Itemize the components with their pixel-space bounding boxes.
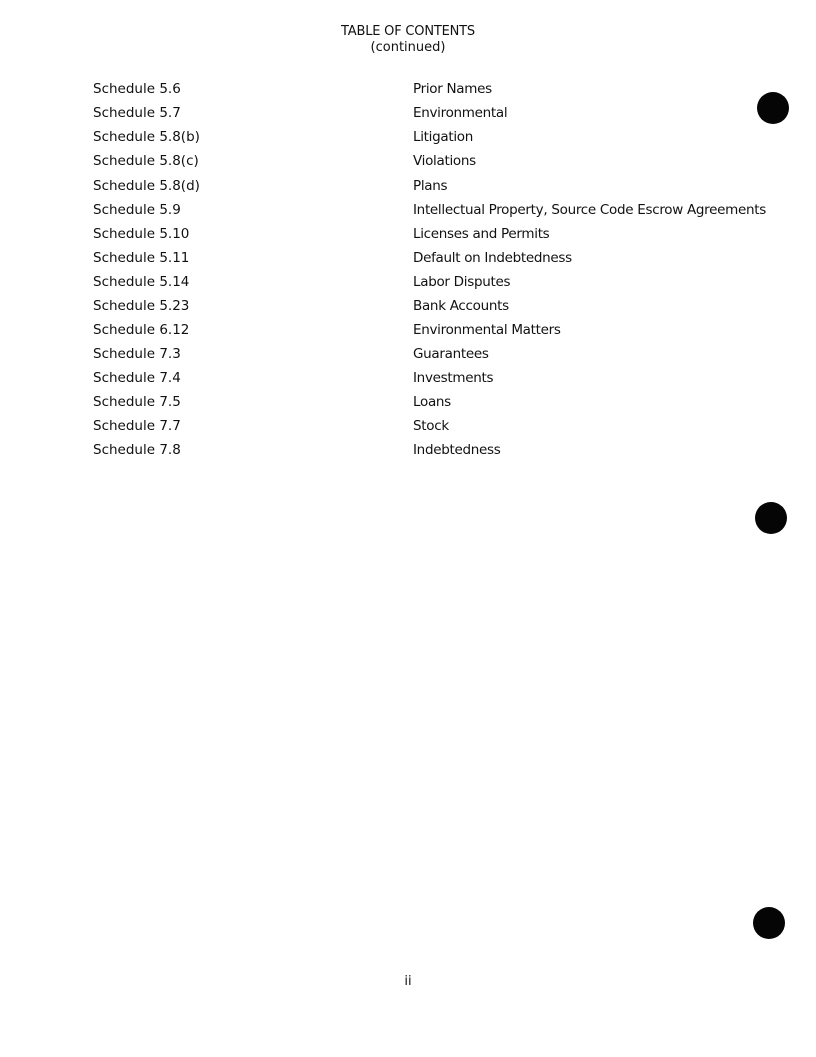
schedule-number: Schedule 7.4 bbox=[93, 370, 181, 386]
schedule-title: Loans bbox=[413, 394, 451, 410]
schedule-title: Labor Disputes bbox=[413, 274, 511, 290]
schedule-title: Stock bbox=[413, 418, 449, 434]
schedule-title: Plans bbox=[413, 178, 448, 194]
schedule-number: Schedule 7.7 bbox=[93, 418, 181, 434]
page-title: TABLE OF CONTENTS bbox=[341, 24, 475, 39]
schedule-number: Schedule 5.10 bbox=[93, 226, 190, 242]
punch-hole-top bbox=[757, 92, 789, 124]
toc-row bbox=[0, 128, 816, 152]
schedule-number: Schedule 5.8(c) bbox=[93, 153, 199, 169]
toc-row bbox=[0, 249, 816, 273]
schedule-title: Litigation bbox=[413, 129, 474, 145]
toc-row bbox=[0, 393, 816, 417]
page-number: ii bbox=[404, 974, 412, 989]
schedule-title: Environmental bbox=[413, 105, 508, 121]
toc-row bbox=[0, 152, 816, 176]
punch-hole-bottom bbox=[753, 907, 785, 939]
toc-row bbox=[0, 345, 816, 369]
schedule-number: Schedule 5.11 bbox=[93, 250, 190, 266]
schedule-number: Schedule 5.7 bbox=[93, 105, 181, 121]
schedule-title: Default on Indebtedness bbox=[413, 250, 572, 266]
schedule-number: Schedule 6.12 bbox=[93, 322, 190, 338]
schedule-title: Prior Names bbox=[413, 81, 492, 97]
schedule-title: Guarantees bbox=[413, 346, 489, 362]
toc-row bbox=[0, 201, 816, 225]
schedule-title: Violations bbox=[413, 153, 476, 169]
punch-hole-middle bbox=[755, 502, 787, 534]
schedule-number: Schedule 5.14 bbox=[93, 274, 190, 290]
toc-row bbox=[0, 225, 816, 249]
schedule-title: Intellectual Property, Source Code Escrow Agreements bbox=[413, 202, 766, 218]
schedule-title: Investments bbox=[413, 370, 494, 386]
toc-row bbox=[0, 297, 816, 321]
schedule-number: Schedule 7.8 bbox=[93, 442, 181, 458]
toc-row bbox=[0, 273, 816, 297]
toc-row bbox=[0, 80, 816, 104]
schedule-title: Environmental Matters bbox=[413, 322, 561, 338]
schedule-title: Indebtedness bbox=[413, 442, 501, 458]
toc-row bbox=[0, 417, 816, 441]
toc-row bbox=[0, 441, 816, 465]
schedule-title: Licenses and Permits bbox=[413, 226, 550, 242]
schedule-number: Schedule 7.3 bbox=[93, 346, 181, 362]
schedule-number: Schedule 5.8(b) bbox=[93, 129, 200, 145]
toc-row bbox=[0, 321, 816, 345]
schedule-number: Schedule 5.6 bbox=[93, 81, 181, 97]
schedule-number: Schedule 5.23 bbox=[93, 298, 190, 314]
schedule-number: Schedule 5.8(d) bbox=[93, 178, 200, 194]
toc-row bbox=[0, 104, 816, 128]
schedule-number: Schedule 7.5 bbox=[93, 394, 181, 410]
toc-row bbox=[0, 369, 816, 393]
page-subtitle: (continued) bbox=[370, 40, 446, 55]
schedule-title: Bank Accounts bbox=[413, 298, 509, 314]
schedule-number: Schedule 5.9 bbox=[93, 202, 181, 218]
toc-row bbox=[0, 177, 816, 201]
